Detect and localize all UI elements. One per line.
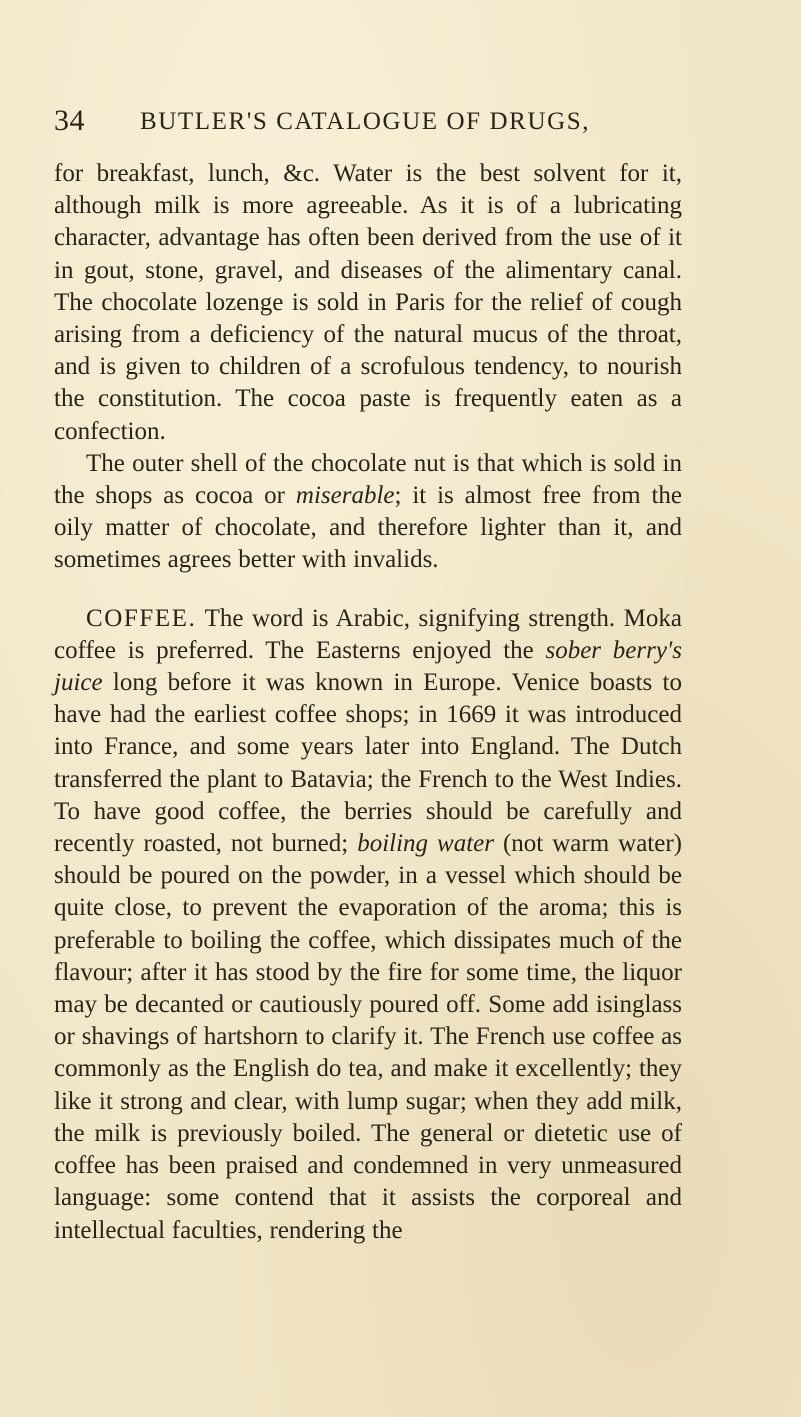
cocoa-shell-text-b: ; it is almost free from the oily matter of chocolate, and therefore lighter than it, and sometimes agrees better with invalids. [54, 482, 682, 574]
paragraph-chocolate-uses: for breakfast, lunch, &c. Water is the best solvent for it, although milk is more agreeable. As it is of a lubricating character, advantage has often been derived from the use of it in gout, stone, gravel, and diseases of the alimentary canal. The chocolate lozenge is sold in Paris for the relief of cough arising from a deficiency of the natural mucus of the throat, and is given to children of a scrofulous tendency, to nourish the constitution. The cocoa paste is frequently eaten as a confection. [54, 160, 682, 445]
cocoa-shell-text-a: The outer shell of the chocolate nut is that which is sold in the shops as cocoa or [54, 449, 682, 510]
paragraph-coffee [54, 603, 682, 1247]
body-text [54, 158, 682, 1247]
page-header [54, 104, 694, 144]
paragraph-gap [54, 577, 682, 603]
coffee-text-c: (not warm water) should be poured on the powder, in a vessel which should be quite close, to prevent the evaporation of the aroma; this is preferable to boiling the coffee, which dissipates much of the flavour; after it has stood by the fire for some time, the liquor may be decanted or cautiously poured off. Some add isinglass or shavings of hartshorn to clarify it. The French use coffee as commonly as the English do tea, and make it excellently; they like it strong and clear, with lump sugar; when they add milk, the milk is previously boiled. The general or dietetic use of coffee has been praised and condemned in very unmeasured language: some contend that it assists the corporeal and intellectual faculties, rendering the [54, 830, 682, 1244]
coffee-headword: COFFEE. [86, 604, 197, 632]
paragraph-cocoa-shell [54, 448, 682, 577]
boiling-water-italic: boiling water [357, 830, 494, 858]
coffee-text-b: long before it was known in Europe. Venice boasts to have had the earliest coffee shops; in 1669 it was introduced into France, and some years later into England. The Dutch transferred the plant to Batavia; the French to the West Indies. To have good coffee, the berries should be carefully and recently roasted, not burned; [54, 669, 682, 858]
sober-berry-italic: sober berry's juice [54, 636, 683, 697]
running-title: BUTLER'S CATALOGUE OF DRUGS, [140, 108, 591, 135]
coffee-text-a: The word is Arabic, signifying strength. Moka coffee is preferred. The Easterns enjoyed the [54, 604, 682, 664]
miserable-italic: miserable [295, 482, 395, 510]
page-number: 34 [54, 104, 85, 137]
